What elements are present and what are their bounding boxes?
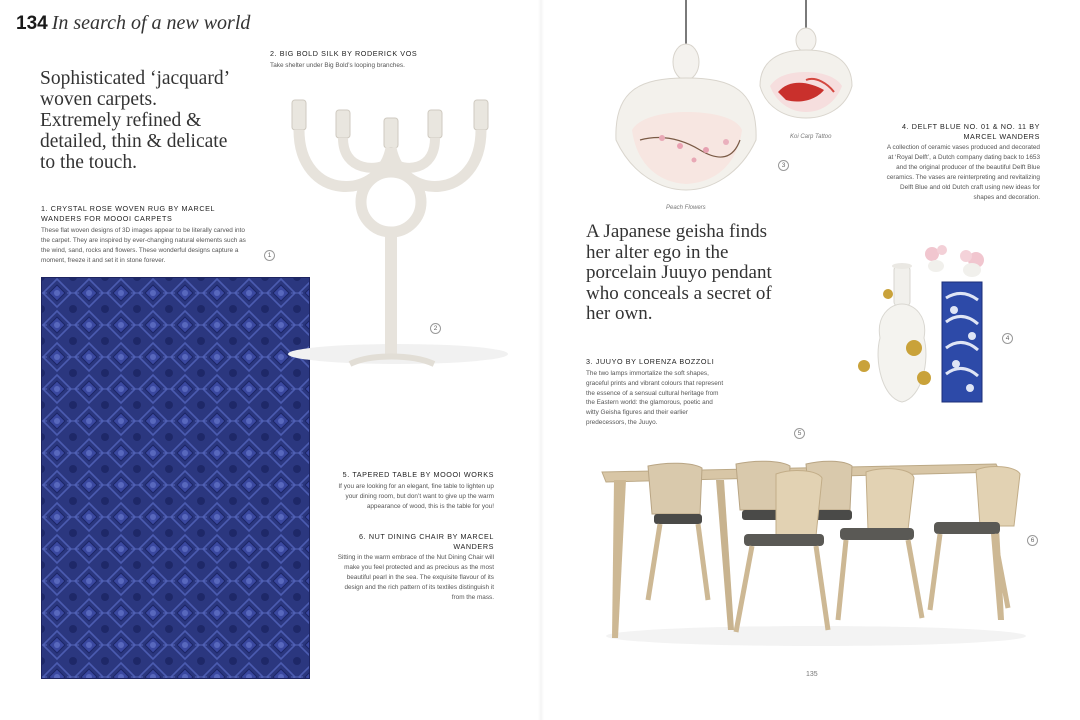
item-4-body: A collection of ceramic vases produced and decorated at ‘Royal Delft’, a Dutch company dating back to 1653 and the original producer of the beautiful Delft Blue ceramics. The vases are reinterpreting and revitalizing Delft Blue and old Dutch craft using new ideas for shapes and decoration. (886, 144, 1040, 202)
item-3 (586, 357, 726, 428)
marker-1: 1 (264, 250, 275, 261)
item-3-body: The two lamps immortalize the soft shapes, graceful prints and vibrant colours that represent the essence of a sensual cultural heritage from the Eastern world: the glamorous, poetic and witty Geisha figures and their earlier predecessors, the Juuyo. (586, 369, 724, 427)
section-title: In search of a new world (51, 12, 251, 34)
item-2-title: 2. BIG BOLD SILK BY RODERICK VOS (270, 49, 418, 58)
delft-blue-vases-image (850, 238, 1000, 406)
tapered-table-nut-chairs-image (596, 450, 1036, 650)
big-bold-candelabra-image (280, 92, 510, 382)
item-1-title: 1. CRYSTAL ROSE WOVEN RUG BY MARCEL WANDERS FOR MOOOI CARPETS (41, 204, 215, 223)
page-header (16, 12, 250, 35)
marker-6: 6 (1027, 535, 1038, 546)
marker-4: 4 (1002, 333, 1013, 344)
caption-peach-flowers: Peach Flowers (666, 205, 706, 211)
item-1 (41, 204, 251, 266)
item-3-title: 3. JUUYO BY LORENZA BOZZOLI (586, 357, 715, 366)
item-4 (880, 122, 1040, 203)
page-number-right: 135 (806, 671, 818, 678)
marker-5: 5 (794, 428, 805, 439)
juuyo-pendant-lamps-image (610, 0, 860, 200)
item-5 (330, 470, 494, 511)
page-gutter (538, 0, 544, 720)
item-6-body: Sitting in the warm embrace of the Nut Dining Chair will make you feel protected and as precious as the most beautiful pearl in the sea. The exquisite flavour of its design and the rich pattern of its textiles distinguish it from the mass. (337, 554, 494, 602)
item-2 (270, 49, 500, 71)
pull-quote-left: Sophisticated ‘jacquard’ woven carpets. Extremely refined & detailed, thin & delicate to the touch. (40, 68, 229, 174)
item-1-body: These flat woven designs of 3D images appear to be literally carved into the carpet. They are inspired by ever-changing natural elements such as the wind, sand, rocks and flowers. These wonderful designs capture a moment, freeze it and set it in stone forever. (41, 227, 246, 265)
marker-2: 2 (430, 323, 441, 334)
crystal-rose-rug-image (41, 277, 310, 679)
marker-3: 3 (778, 160, 789, 171)
caption-koi-carp: Koi Carp Tattoo (790, 134, 832, 140)
page-number: 134 (16, 13, 48, 34)
item-2-body: Take shelter under Big Bold’s looping branches. (270, 61, 405, 69)
item-6 (330, 532, 494, 603)
item-6-title: 6. NUT DINING CHAIR BY MARCEL WANDERS (359, 532, 494, 551)
item-5-body: If you are looking for an elegant, fine table to lighten up your dining room, but don’t want to give up the warm appearance of wood, this is the table for you! (338, 482, 494, 510)
pull-quote-right: A Japanese geisha finds her alter ego in the porcelain Juuyo pendant who conceals a secret of her own. (586, 221, 772, 325)
item-4-title: 4. DELFT BLUE NO. 01 & NO. 11 BY MARCEL WANDERS (902, 122, 1040, 141)
item-5-title: 5. TAPERED TABLE BY MOOOI WORKS (342, 470, 494, 479)
